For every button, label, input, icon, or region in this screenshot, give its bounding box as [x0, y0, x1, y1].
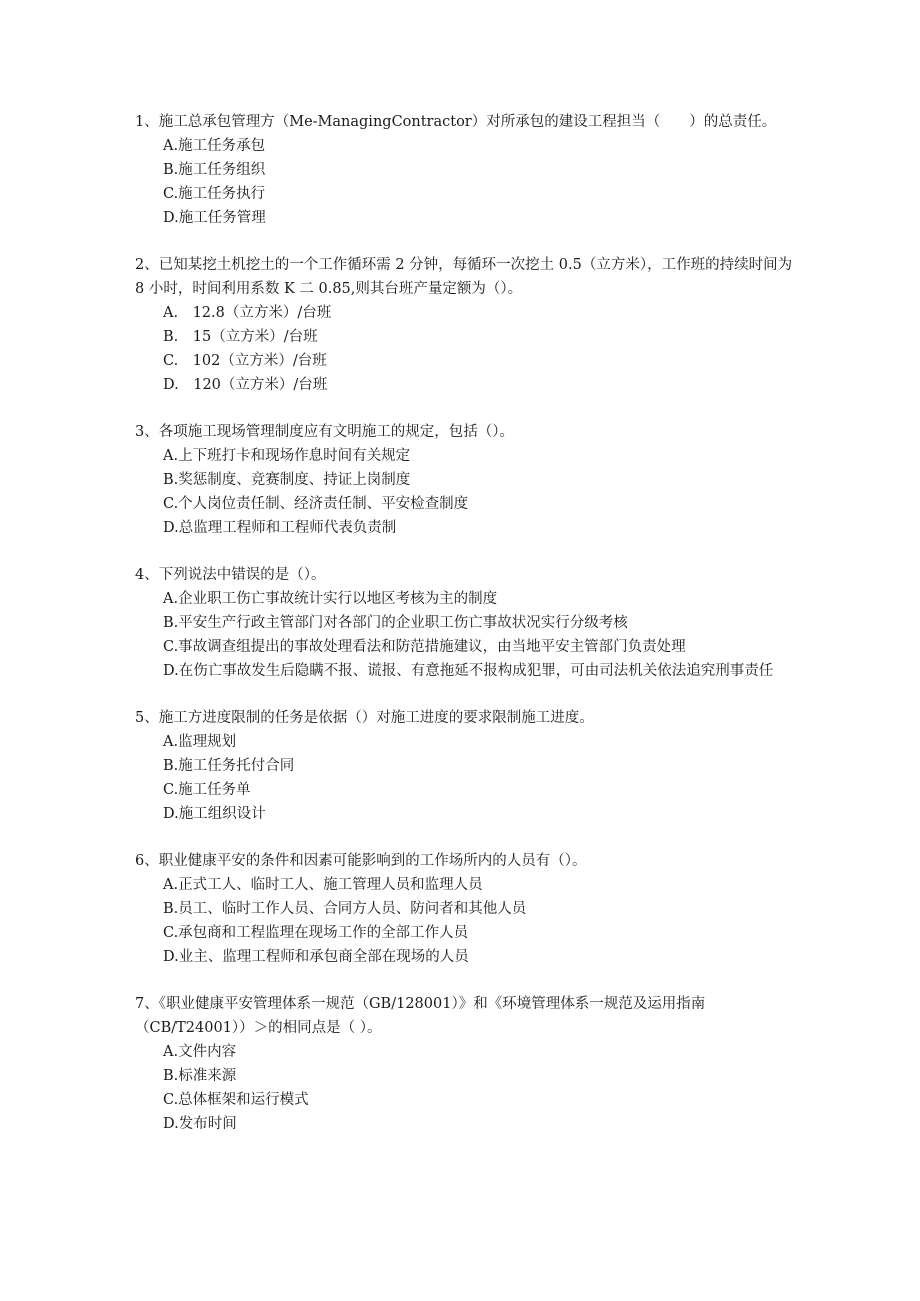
- option-c: C. 102（立方米）/台班: [163, 353, 327, 369]
- option-list: [135, 444, 795, 540]
- question-stem: 5、施工方进度限制的任务是依据（）对施工进度的要求限制施工进度。: [135, 710, 594, 726]
- question-2: [135, 253, 795, 397]
- question-stem: 6、职业健康平安的条件和因素可能影响到的工作场所内的人员有（）。: [135, 853, 587, 869]
- option-b: B.员工、临时工作人员、合同方人员、防问者和其他人员: [163, 901, 527, 917]
- option-list: [135, 730, 795, 826]
- option-b: B.标准来源: [163, 1068, 237, 1084]
- option-a: A.企业职工伤亡事故统计实行以地区考核为主的制度: [163, 591, 498, 607]
- option-a: A.文件内容: [163, 1044, 237, 1060]
- option-a: A.施工任务承包: [163, 138, 266, 154]
- question-stem: 4、下列说法中错误的是（）。: [135, 567, 326, 583]
- option-list: [135, 873, 795, 969]
- option-list: [135, 587, 795, 683]
- option-d: D.总监理工程师和工程师代表负责制: [163, 520, 397, 536]
- question-3: [135, 420, 795, 540]
- option-list: [135, 301, 795, 397]
- option-a: A.正式工人、临时工人、施工管理人员和监理人员: [163, 877, 483, 893]
- option-c: C.个人岗位责任制、经济责任制、平安检查制度: [163, 496, 469, 512]
- option-b: B. 15（立方米）/台班: [163, 329, 318, 345]
- question-stem: 2、已知某挖土机挖土的一个工作循环需 2 分钟，每循环一次挖土 0.5（立方米），工作班的持续时间为 8 小时，时间利用系数 K 二 0.85,则其台班产量定额为（）。: [135, 257, 793, 297]
- option-d: D.在伤亡事故发生后隐瞒不报、谎报、有意拖延不报构成犯罪，可由司法机关依法追究刑事责任: [163, 663, 774, 679]
- question-list: [135, 110, 795, 1159]
- option-a: A.上下班打卡和现场作息时间有关规定: [163, 448, 411, 464]
- question-6: [135, 849, 795, 969]
- option-c: C.施工任务执行: [163, 186, 266, 202]
- option-c: C.施工任务单: [163, 782, 251, 798]
- question-4: [135, 563, 795, 683]
- option-b: B.施工任务组织: [163, 162, 266, 178]
- question-7: [135, 992, 795, 1136]
- option-c: C.总体框架和运行模式: [163, 1092, 309, 1108]
- option-b: B.平安生产行政主管部门对各部门的企业职工伤亡事故状况实行分级考核: [163, 615, 628, 631]
- option-a: A. 12.8（立方米）/台班: [163, 305, 332, 321]
- option-d: D.施工组织设计: [163, 806, 266, 822]
- option-d: D. 120（立方米）/台班: [163, 377, 328, 393]
- question-5: [135, 706, 795, 826]
- question-1: [135, 110, 795, 230]
- option-b: B.施工任务托付合同: [163, 758, 295, 774]
- option-list: [135, 1040, 795, 1136]
- option-c: C.事故调查组提出的事故处理看法和防范措施建议，由当地平安主管部门负责处理: [163, 639, 686, 655]
- option-c: C.承包商和工程监理在现场工作的全部工作人员: [163, 925, 469, 941]
- option-d: D.发布时间: [163, 1116, 237, 1132]
- question-stem: 3、各项施工现场管理制度应有文明施工的规定，包括（）。: [135, 424, 514, 440]
- question-stem: 1、施工总承包管理方（Me-ManagingContractor）对所承包的建设工程担当（ ）的总责任。: [135, 114, 777, 130]
- option-d: D.业主、监理工程师和承包商全部在现场的人员: [163, 949, 469, 965]
- option-d: D.施工任务管理: [163, 210, 266, 226]
- option-b: B.奖惩制度、竞赛制度、持证上岗制度: [163, 472, 411, 488]
- option-list: [135, 134, 795, 230]
- question-stem: 7、《职业健康平安管理体系一规范（GB/128001）》和《环境管理体系一规范及运用指南（CB/T24001））＞的相同点是（ ）。: [135, 996, 706, 1036]
- option-a: A.监理规划: [163, 734, 237, 750]
